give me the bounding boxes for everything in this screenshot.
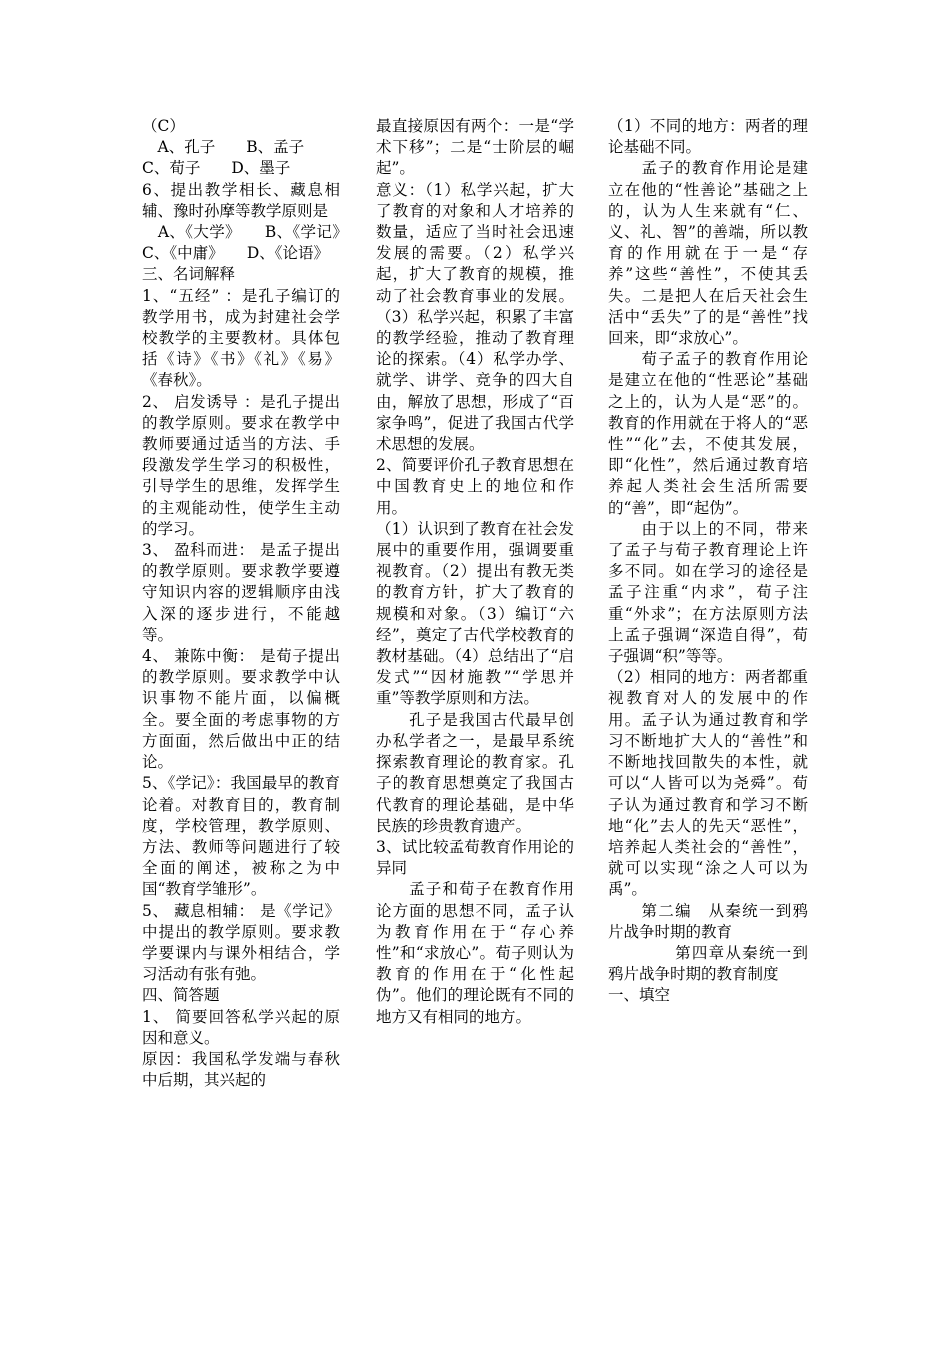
text-column-right — [608, 116, 808, 1007]
text-line: 最直接原因有两个：一是“学术下移”；二是“士阶层的崛起”。 — [376, 117, 574, 178]
text-line: 孔子是我国古代最早创办私学者之一，是最早系统探索教育理论的教育家。孔子的教育思想奠定了我国古代教育的理论基础，是中华民族的珍贵教育遗产。 — [376, 710, 574, 835]
text-line: （2）相同的地方：两者都重视教育对人的发展中的作用。孟子认为通过教育和学习不断地扩大人的“善性”和不断地找回散失的本性，就可以“人皆可以为尧舜”。荀子认为通过教育和学习不断地“化”去人的先天“恶性”，培养起人类社会的“善性”，就可以实现“涂之人可以为禹”。 — [608, 668, 808, 899]
chapter-heading: 第四章从秦统一到鸦片战争时期的教育制度 — [608, 943, 808, 984]
section-heading: 一、填空 — [608, 986, 671, 1005]
text-line: 荀子孟子的教育作用论是建立在他的“性恶论”基础之上的，认为人是“恶”的。教育的作用就在于将人的“恶性”“化”去，不使其发展，即“化性”，然后通过教育培养起人类社会生活所需要的“善”，即“起伪”。 — [608, 350, 808, 517]
text-line: 2、 启发诱导 ：是孔子提出的教学原则。要求在教学中教师要通过适当的方法、手段激发学生学习的积极性，引导学生的思维，发挥学生的主观能动性，使学生主动的学习。 — [142, 392, 340, 538]
text-line: 由于以上的不同，带来了孟子与荀子教育理论上许多不同。如在学习的途径是孟子注重“内求”，荀子注重“外求”；在方法原则方法上孟子强调“深造自得”，荀子强调“积”等等。 — [608, 519, 808, 666]
text-column-left — [142, 116, 372, 1091]
chapter-heading: 第二编 从秦统一到鸦片战争时期的教育 — [608, 901, 808, 941]
text-line: 4、 兼陈中衡： 是荀子提出的教学原则。要求教学中认识事物不能片面，以偏概全。要全面的考虑事物的方方面面，然后做出中正的结论。 — [142, 647, 340, 772]
section-heading: 三、名词解释 — [142, 265, 236, 284]
section-heading: 四、简答题 — [142, 986, 220, 1005]
text-line: C、荀子 D、墨子 — [142, 159, 291, 178]
text-line: A、孔子 B、孟子 — [142, 138, 305, 157]
text-line: （1）不同的地方：两者的理论基础不同。 — [608, 117, 808, 157]
text-line: 原因：我国私学发端与春秋中后期，其兴起的 — [142, 1049, 340, 1090]
text-line: 3、试比较孟荀教育作用论的异同 — [376, 837, 574, 878]
text-line: 孟子的教育作用论是建立在他的“性善论”基础之上的，认为人生来就有“仁、义、礼、智”的善端，所以教育的作用就在于一是“存养”这些“善性”，不使其丢失。二是把人在后天社会生活中“丢失”了的是“善性”找回来，即“求放心”。 — [608, 159, 808, 348]
text-line: 孟子和荀子在教育作用论方面的思想不同，孟子认为教育作用在于“存心养性”和“求放心”。荀子则认为教育的作用在于“化性起伪”。他们的理论既有不同的地方又有相同的地方。 — [376, 880, 574, 1026]
text-line: 3、 盈科而进： 是孟子提出的教学原则。要求教学要遵守知识内容的逻辑顺序由浅入深的逐步进行，不能越等。 — [142, 541, 340, 644]
text-line: 5、 藏息相辅： 是《学记》中提出的教学原则。要求教学要课内与课外相结合，学习活动有张有弛。 — [142, 901, 340, 984]
text-line: 1、“五经” ：是孔子编订的教学用书，成为封建社会学校教学的主要教材。具体包括《诗》《书》《礼》《易》《春秋》。 — [142, 286, 340, 390]
text-line: （1）认识到了教育在社会发展中的重要作用，强调要重视教育。（2）提出有教无类的教育方针，扩大了教育的规模和对象。（3）编订“六经”，奠定了古代学校教育的教材基础。（4）总结出了“启发式”“因材施教”“学思并重”等教学原则和方法。 — [376, 519, 574, 708]
text-line: 2、简要评价孔子教育思想在中国教育史上的地位和作用。 — [376, 456, 574, 517]
text-line: 意义：（1）私学兴起，扩大了教育的对象和人才培养的数量，适应了当时社会迅速发展的需要。（2）私学兴起，扩大了教育的规模，推动了社会教育事业的发展。（3）私学兴起，积累了丰富的教学经验，推动了教育理论的探索。（4）私学办学、就学、讲学、竞争的四大自由，解放了思想，形成了“百家争鸣”，促进了我国古代学术思想的发展。 — [376, 180, 574, 454]
text-line: A、《大学》 B、《学记》 C、《中庸》 D、《论语》 — [142, 223, 372, 263]
text-column-middle — [376, 116, 574, 1028]
text-line: （C） — [142, 117, 185, 135]
text-line: 1、 简要回答私学兴起的原因和意义。 — [142, 1007, 340, 1047]
text-line: 6、提出教学相长、藏息相辅、豫时孙摩等教学原则是 — [142, 180, 340, 220]
text-line: 5、《学记》：我国最早的教育论着。对教育目的，教育制度，学校管理，教学原则、方法、教师等问题进行了较全面的阐述，被称之为中国“教育学雏形”。 — [142, 774, 340, 899]
